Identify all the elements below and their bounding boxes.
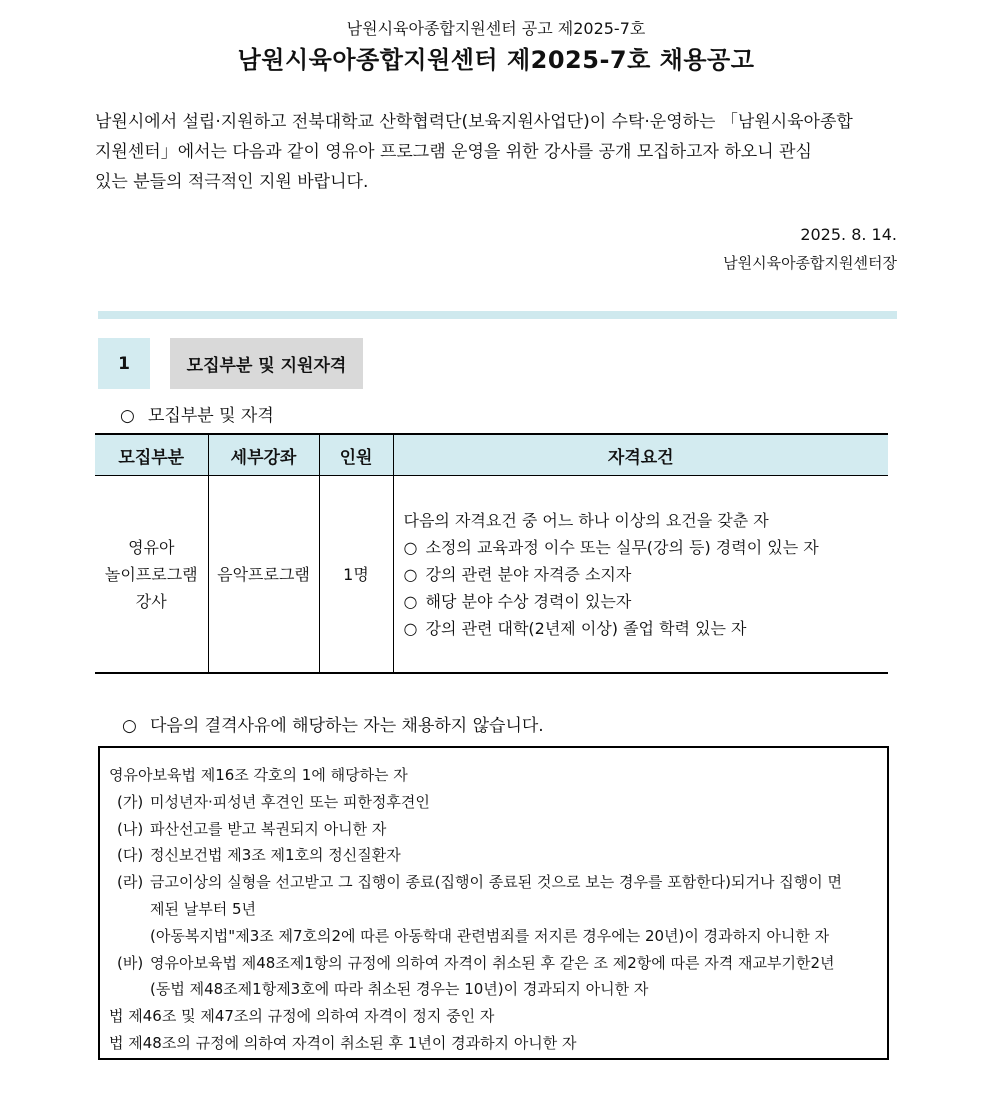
field-line: 놀이프로그램 [104,564,198,584]
line-text: 정신보건법 제3조 제1호의 정신질환자 [150,846,401,865]
notice-date: 2025. 8. 14. [800,225,897,244]
item-label: (라) [117,873,144,892]
circle-bullet-icon: ○ [403,564,418,584]
cell-count: 1명 [319,476,393,674]
req-item-text: 소정의 교육과정 이수 또는 실무(강의 등) 경력이 있는 자 [425,537,819,557]
cell-field [95,476,208,674]
table-header-row [95,434,888,476]
document-title: 남원시육아종합지원센터 제2025-7호 채용공고 [237,46,755,74]
issuer-name: 남원시육아종합지원센터장 [723,254,897,272]
disqualification-line [109,842,887,869]
cell-course: 음악프로그램 [208,476,319,674]
recruit-bullet-text: 모집부분 및 자격 [148,406,274,426]
disqualification-line [109,976,887,1003]
req-item [404,615,889,642]
disqualification-line [109,789,887,816]
cell-requirements [393,476,888,674]
line-text: 제된 날부터 5년 [150,899,257,918]
disqualification-box [98,746,889,1060]
header-field: 모집부분 [95,434,208,476]
intro-line: 지원센터」에서는 다음과 같이 영유아 프로그램 운영을 위한 강사를 공개 모집하고자 하오니 관심 [95,142,812,162]
header-requirements: 자격요건 [393,434,888,476]
field-line: 강사 [135,591,167,611]
section-title: 모집부분 및 지원자격 [170,338,363,389]
intro-line: 있는 분들의 적극적인 지원 바랍니다. [95,172,369,192]
line-text: (동법 제48조제1항제3호에 따라 취소된 경우는 10년)이 경과되지 아니한 자 [150,980,649,999]
req-item-text: 해당 분야 수상 경력이 있는자 [425,591,632,611]
req-item-text: 강의 관련 대학(2년제 이상) 졸업 학력 있는 자 [425,618,747,638]
disqualification-bullet [122,711,544,736]
table-row [95,476,888,674]
disqualification-line [109,1003,887,1030]
item-label: (가) [117,792,144,811]
line-text: 영유아보육법 제16조 각호의 1에 해당하는 자 [109,766,408,784]
disqualification-line [109,923,887,950]
req-intro: 다음의 자격요건 중 어느 하나 이상의 요건을 갖춘 자 [403,510,769,530]
recruit-bullet [120,401,274,426]
line-text: 미성년자·피성년 후견인 또는 피한정후견인 [150,792,430,811]
disqualification-line [109,896,887,923]
header-count: 인원 [319,434,393,476]
notice-number: 남원시육아종합지원센터 공고 제2025-7호 [346,19,646,38]
line-text: 법 제46조 및 제47조의 규정에 의하여 자격이 정지 중인 자 [109,1007,495,1026]
disqualification-line [109,1030,887,1057]
line-text: (아동복지법"제3조 제7호의2에 따른 아동학대 관련범죄를 저지른 경우에는 20년)이 경과하지 아니한 자 [150,926,830,945]
recruit-table [95,433,888,674]
item-label: (다) [117,846,144,865]
header-course: 세부강좌 [208,434,319,476]
line-text: 영유아보육법 제48조제1항의 규정에 의하여 자격이 취소된 후 같은 조 제2항에 따른 자격 재교부기한2년 [150,953,835,972]
req-item [404,588,889,615]
circle-bullet-icon: ○ [120,406,135,426]
req-item [404,534,889,561]
disqualification-line [109,950,887,977]
section-divider [98,311,897,319]
line-text: 금고이상의 실형을 선고받고 그 집행이 종료(집행이 종료된 것으로 보는 경우를 포함한다)되거나 집행이 면 [150,873,842,892]
field-line: 영유아 [128,537,175,557]
circle-bullet-icon: ○ [122,716,137,736]
intro-paragraph [95,107,900,197]
disqualification-line [109,762,887,789]
intro-line: 남원시에서 설립·지원하고 전북대학교 산학협력단(보육지원사업단)이 수탁·운영하는 「남원시육아종합 [95,112,853,132]
item-label: (바) [117,953,144,972]
line-text: 파산선고를 받고 복권되지 아니한 자 [150,819,387,838]
circle-bullet-icon: ○ [403,618,418,638]
disqualification-bullet-text: 다음의 결격사유에 해당하는 자는 채용하지 않습니다. [150,716,544,736]
line-text: 법 제48조의 규정에 의하여 자격이 취소된 후 1년이 경과하지 아니한 자 [109,1033,577,1052]
req-item [404,561,889,588]
disqualification-line [109,816,887,843]
item-label: (나) [117,819,144,838]
req-item-text: 강의 관련 분야 자격증 소지자 [425,564,632,584]
circle-bullet-icon: ○ [403,591,418,611]
section-number: 1 [98,338,150,389]
disqualification-line [109,869,887,896]
circle-bullet-icon: ○ [403,537,418,557]
